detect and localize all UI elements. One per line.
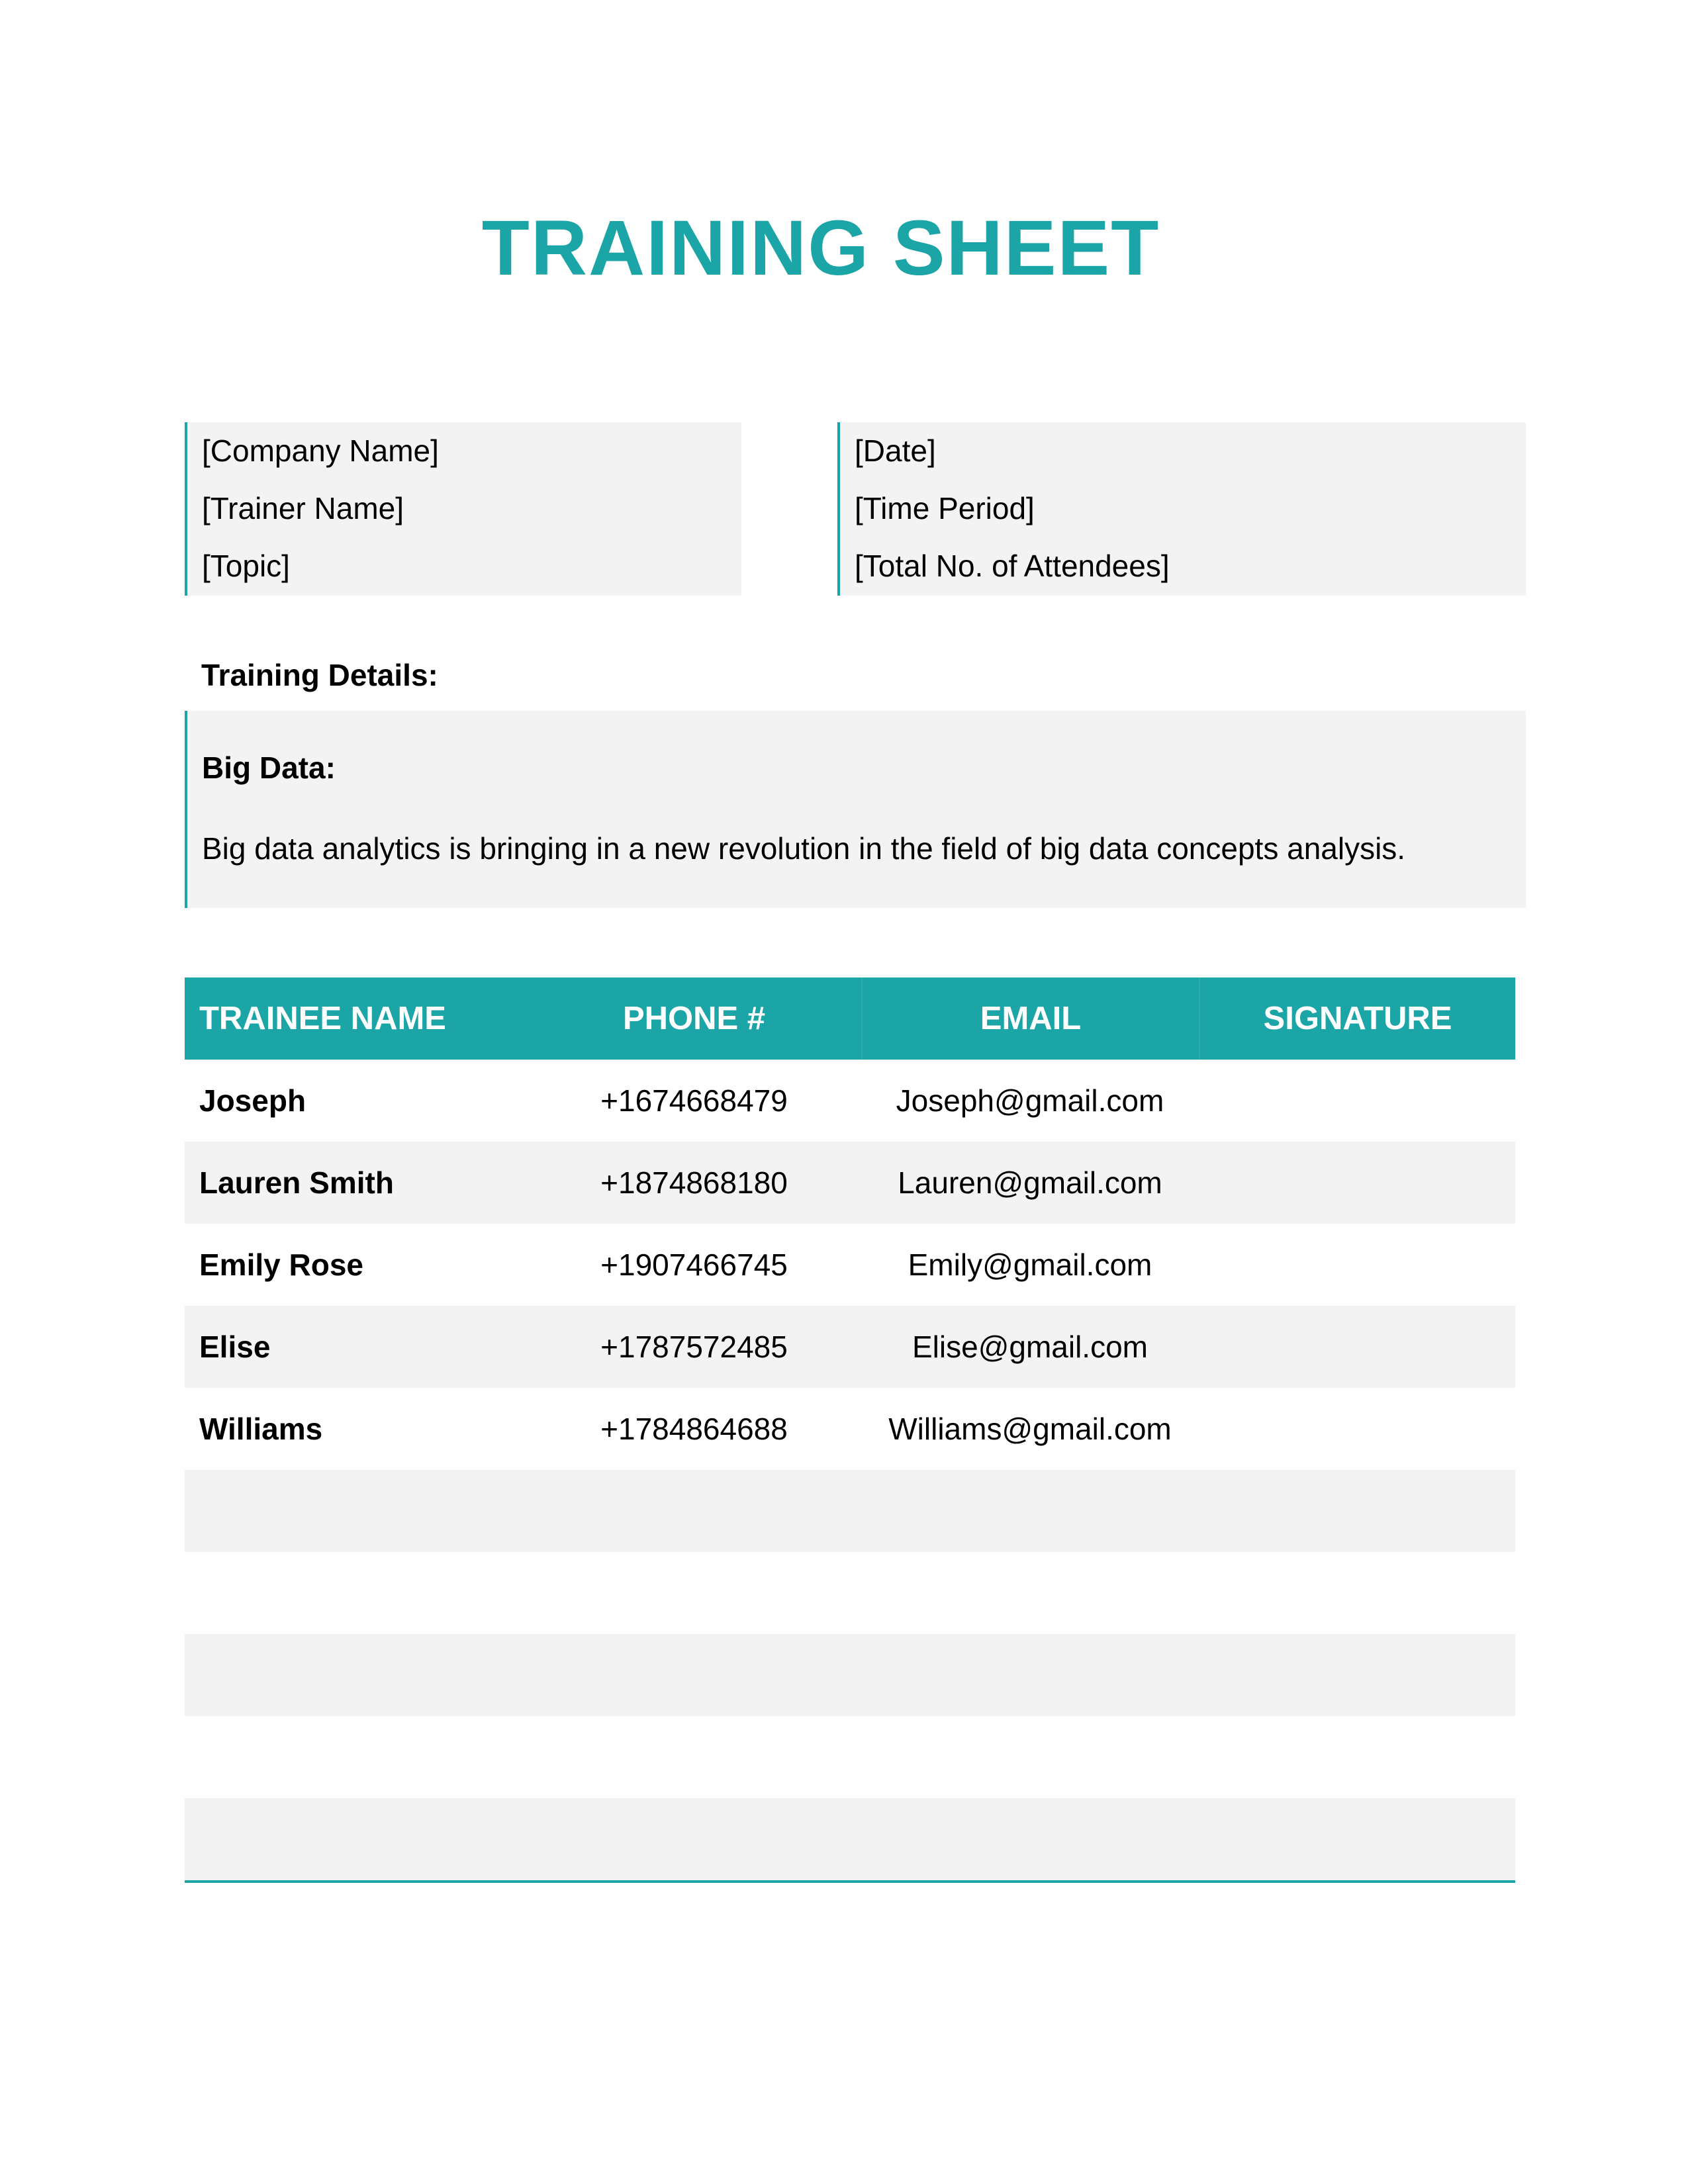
table-row — [185, 1142, 1515, 1224]
trainee-name-cell[interactable] — [185, 1798, 527, 1880]
phone-cell[interactable] — [527, 1798, 861, 1880]
attendees-field[interactable]: [Total No. of Attendees] — [855, 549, 1170, 583]
training-details-box — [185, 711, 1526, 908]
company-name-field[interactable]: [Company Name] — [202, 433, 439, 468]
table-row — [185, 1716, 1515, 1798]
header-signature: SIGNATURE — [1199, 978, 1515, 1060]
trainee-name-cell: Joseph — [199, 1083, 306, 1118]
email-cell: Joseph@gmail.com — [896, 1083, 1164, 1118]
signature-cell[interactable] — [1199, 1224, 1515, 1306]
signature-cell[interactable] — [1199, 1470, 1515, 1552]
trainee-name-cell: Elise — [199, 1330, 271, 1364]
page-title: TRAINING SHEET — [481, 205, 1160, 292]
table-row — [185, 1634, 1515, 1716]
table-row — [185, 1060, 1515, 1142]
email-cell[interactable] — [861, 1470, 1199, 1552]
trainee-name-cell[interactable] — [185, 1552, 527, 1634]
training-subject: Big Data: — [202, 751, 336, 785]
header-email: EMAIL — [861, 978, 1199, 1060]
table-header — [185, 978, 1515, 1060]
header-trainee-name: TRAINEE NAME — [199, 1001, 446, 1036]
trainee-name-cell: Emily Rose — [199, 1248, 363, 1282]
table-row — [185, 1388, 1515, 1470]
email-cell[interactable] — [861, 1798, 1199, 1880]
email-cell: Lauren@gmail.com — [898, 1165, 1162, 1200]
email-cell[interactable] — [861, 1552, 1199, 1634]
training-description: Big data analytics is bringing in a new revolution in the field of big data concepts analysis. — [202, 831, 1406, 866]
trainer-name-field[interactable]: [Trainer Name] — [202, 491, 404, 525]
phone-cell[interactable] — [527, 1634, 861, 1716]
date-field[interactable]: [Date] — [855, 433, 936, 468]
email-cell[interactable] — [861, 1634, 1199, 1716]
training-details-heading: Training Details: — [201, 658, 438, 692]
signature-cell[interactable] — [1199, 1552, 1515, 1634]
table-bottom-rule — [185, 1880, 1515, 1883]
trainee-table — [185, 978, 1515, 1883]
phone-cell: +1787572485 — [600, 1330, 788, 1364]
phone-cell: +1907466745 — [600, 1248, 788, 1282]
signature-cell[interactable] — [1199, 1060, 1515, 1142]
header-phone: PHONE # — [622, 1001, 766, 1036]
trainee-name-cell: Lauren Smith — [199, 1165, 394, 1200]
trainee-name-cell[interactable] — [185, 1716, 527, 1798]
signature-cell[interactable] — [1199, 1388, 1515, 1470]
signature-cell[interactable] — [1199, 1142, 1515, 1224]
signature-cell[interactable] — [1199, 1798, 1515, 1880]
time-period-field[interactable]: [Time Period] — [855, 491, 1035, 525]
trainee-name-cell[interactable] — [185, 1470, 527, 1552]
table-row — [185, 1552, 1515, 1634]
info-box-company — [185, 422, 741, 596]
table-row — [185, 1306, 1515, 1388]
signature-cell[interactable] — [1199, 1716, 1515, 1798]
phone-cell[interactable] — [527, 1552, 861, 1634]
info-box-session — [837, 422, 1526, 596]
email-cell[interactable] — [861, 1716, 1199, 1798]
email-cell: Williams@gmail.com — [888, 1412, 1172, 1446]
trainee-name-cell[interactable] — [185, 1634, 527, 1716]
email-cell: Elise@gmail.com — [912, 1330, 1148, 1364]
phone-cell[interactable] — [527, 1470, 861, 1552]
signature-cell[interactable] — [1199, 1306, 1515, 1388]
phone-cell: +1874868180 — [600, 1165, 788, 1200]
trainee-name-cell: Williams — [199, 1412, 323, 1446]
signature-cell[interactable] — [1199, 1634, 1515, 1716]
phone-cell[interactable] — [527, 1716, 861, 1798]
phone-cell: +1784864688 — [600, 1412, 788, 1446]
table-row — [185, 1798, 1515, 1880]
table-row — [185, 1470, 1515, 1552]
table-row — [185, 1224, 1515, 1306]
email-cell: Emily@gmail.com — [908, 1248, 1152, 1282]
phone-cell: +1674668479 — [600, 1083, 788, 1118]
topic-field[interactable]: [Topic] — [202, 549, 290, 583]
